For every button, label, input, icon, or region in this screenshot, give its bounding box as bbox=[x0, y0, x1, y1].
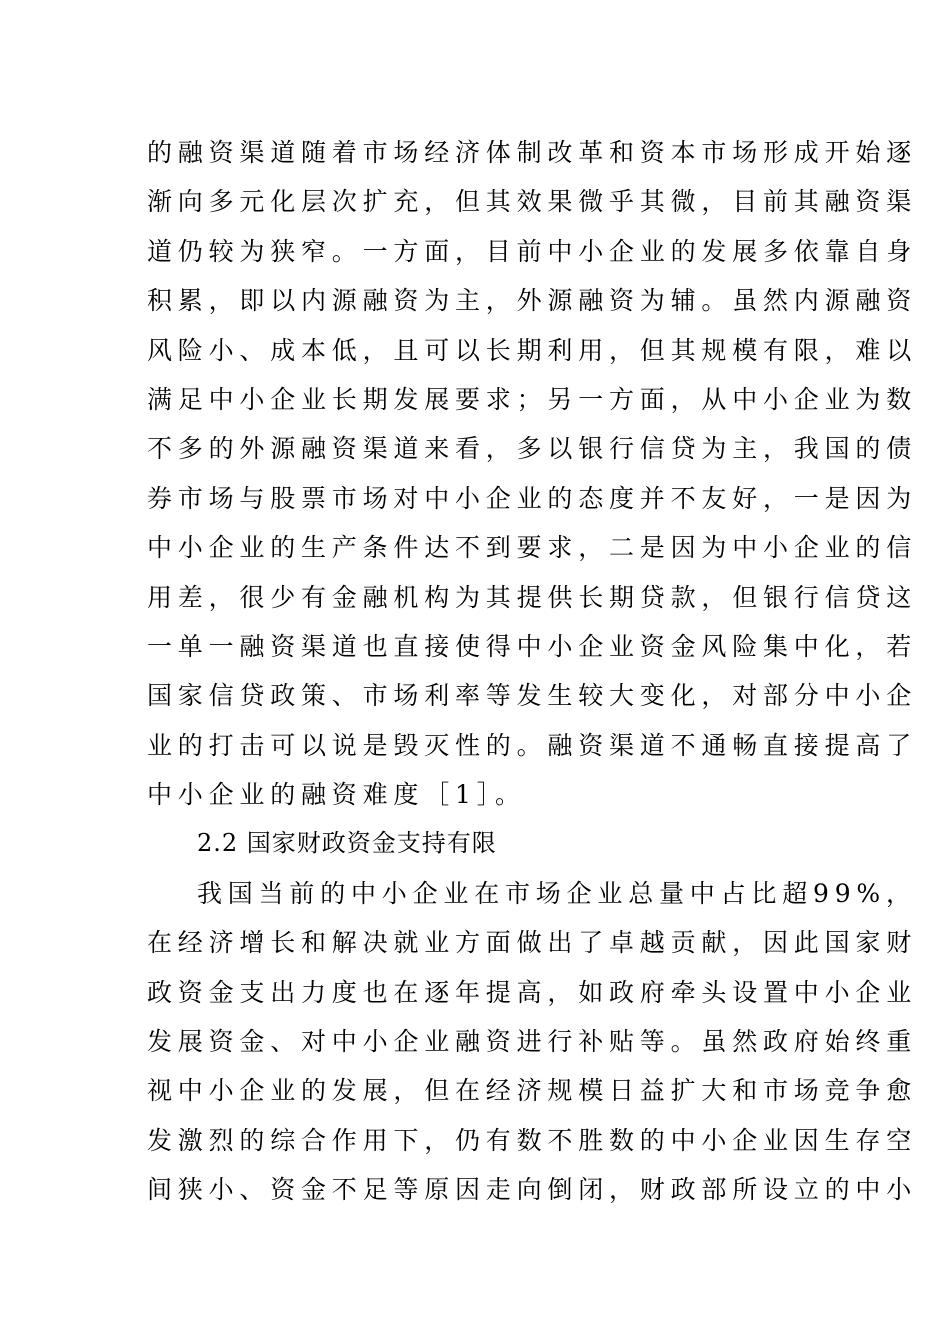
paragraph-fiscal-support bbox=[147, 869, 918, 1215]
section-heading: 2.2 国家财政资金支持有限 bbox=[197, 829, 497, 858]
text-line: 发展资金、对中小企业融资进行补贴等。虽然政府始终重 bbox=[147, 1027, 918, 1057]
text-line: 政资金支出力度也在逐年提高，如政府牵头设置中小企业 bbox=[147, 977, 918, 1007]
text-line: 中小企业的融资难度［1］。 bbox=[147, 780, 526, 810]
text-line: 风险小、成本低，且可以长期利用，但其规模有限，难以 bbox=[147, 335, 918, 365]
text-line: 用差，很少有金融机构为其提供长期贷款，但银行信贷这 bbox=[147, 582, 918, 612]
paragraph-financing-channels bbox=[147, 128, 918, 819]
text-line: 不多的外源融资渠道来看，多以银行信贷为主，我国的债 bbox=[147, 434, 918, 464]
text-line: 券市场与股票市场对中小企业的态度并不友好，一是因为 bbox=[147, 483, 918, 513]
text-line: 国家信贷政策、市场利率等发生较大变化，对部分中小企 bbox=[147, 681, 918, 711]
text-line: 在经济增长和解决就业方面做出了卓越贡献，因此国家财 bbox=[147, 928, 918, 958]
text-line: 业的打击可以说是毁灭性的。融资渠道不通畅直接提高了 bbox=[147, 730, 918, 760]
text-line: 一单一融资渠道也直接使得中小企业资金风险集中化，若 bbox=[147, 631, 918, 661]
text-line: 积累，即以内源融资为主，外源融资为辅。虽然内源融资 bbox=[147, 286, 918, 316]
text-line: 发激烈的综合作用下，仍有数不胜数的中小企业因生存空 bbox=[147, 1125, 918, 1155]
text-line: 中小企业的生产条件达不到要求，二是因为中小企业的信 bbox=[147, 533, 918, 563]
document-page bbox=[147, 128, 918, 1215]
text-line: 的融资渠道随着市场经济体制改革和资本市场形成开始逐 bbox=[147, 138, 918, 167]
text-line: 道仍较为狭窄。一方面，目前中小企业的发展多依靠自身 bbox=[147, 236, 918, 266]
text-line: 渐向多元化层次扩充，但其效果微乎其微，目前其融资渠 bbox=[147, 187, 918, 217]
text-line: 视中小企业的发展，但在经济规模日益扩大和市场竞争愈 bbox=[147, 1076, 918, 1106]
text-line: 间狭小、资金不足等原因走向倒闭，财政部所设立的中小 bbox=[147, 1175, 918, 1205]
text-line: 满足中小企业长期发展要求；另一方面，从中小企业为数 bbox=[147, 384, 918, 414]
text-line: 我国当前的中小企业在市场企业总量中占比超99%， bbox=[197, 878, 917, 908]
